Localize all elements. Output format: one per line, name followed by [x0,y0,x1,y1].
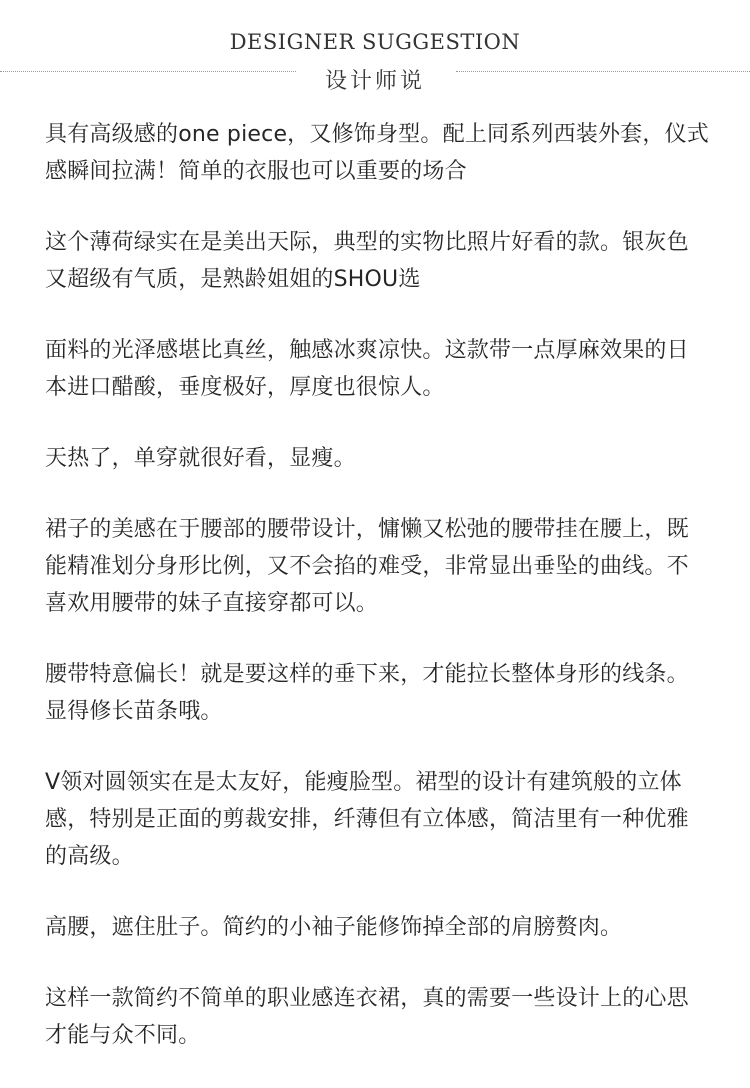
paragraph: 腰带特意偏长！就是要这样的垂下来，才能拉长整体身形的线条。显得修长苗条哦。 [45,662,689,724]
paragraph: 这个薄荷绿实在是美出天际，典型的实物比照片好看的款。银灰色又超级有气质，是熟龄姐姐的SHOU选 [45,230,689,292]
paragraph: 这样一款简约不简单的职业感连衣裙，真的需要一些设计上的心思才能与众不同。 [45,986,689,1048]
paragraph: 天热了，单穿就很好看，显瘦。 [45,446,356,471]
paragraph: 裙子的美感在于腰部的腰带设计，慵懒又松弛的腰带挂在腰上，既能精准划分身形比例，又不会掐的难受，非常显出垂坠的曲线。不喜欢用腰带的妹子直接穿都可以。 [45,517,689,616]
suggestion-body [45,116,710,1088]
paragraph: 面料的光泽感堪比真丝，触感冰爽凉快。这款带一点厚麻效果的日本进口醋酸，垂度极好，厚度也很惊人。 [45,338,689,400]
section-subtitle: 设计师说 [324,69,425,94]
paragraph: V领对圆领实在是太友好，能瘦脸型。裙型的设计有建筑般的立体感，特别是正面的剪裁安排，纤薄但有立体感，简洁里有一种优雅的高级。 [45,770,689,869]
section-title: DESIGNER SUGGESTION [229,30,521,54]
paragraph: 高腰，遮住肚子。简约的小袖子能修饰掉全部的肩膀赘肉。 [45,915,623,940]
section-header [0,0,750,110]
paragraph: 具有高级感的one piece，又修饰身型。配上同系列西装外套，仪式感瞬间拉满！简单的衣服也可以重要的场合 [45,122,709,184]
